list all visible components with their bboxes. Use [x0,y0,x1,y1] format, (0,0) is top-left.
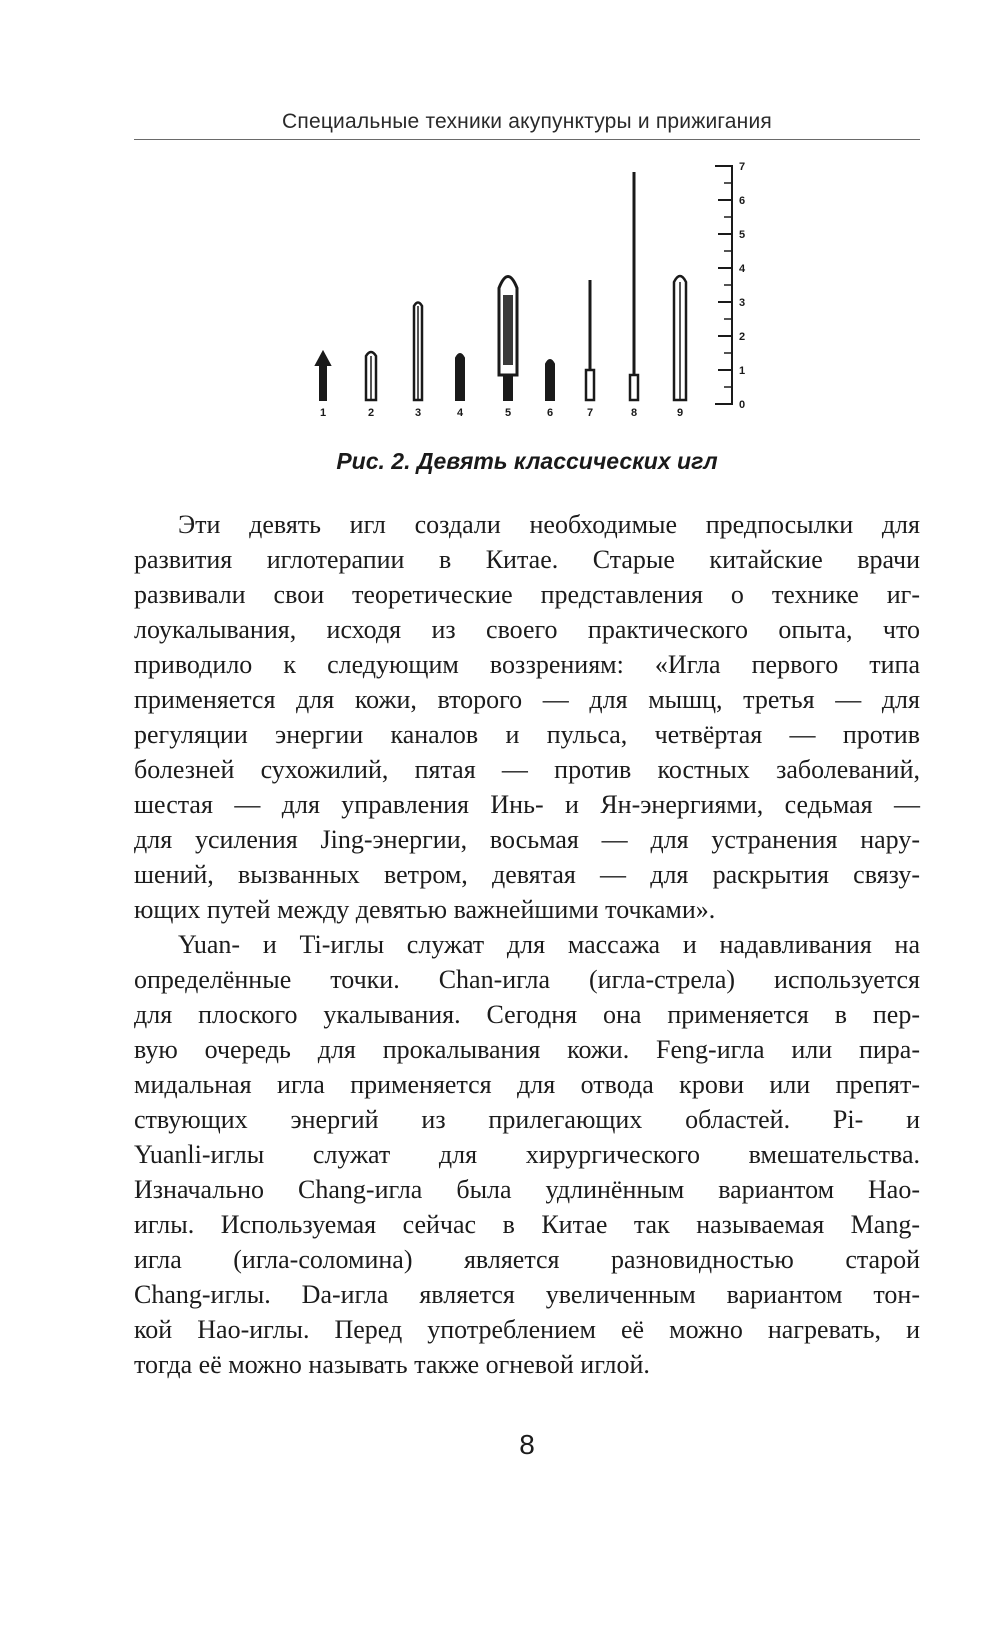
text-line: вую очередь для прокалывания кожи. Feng-игла или пира- [134,1035,920,1064]
text-line: Yuanli-иглы служат для хирургического вмешательства. [134,1140,920,1169]
text-line: Эти девять игл создали необходимые предпосылки для [178,510,920,539]
text-line: ствующих энергий из прилегающих областей. Pi- и [134,1105,920,1134]
needle-label-5: 5 [504,407,512,419]
text-line: ющих путей между девятью важнейшими точками». [134,895,716,924]
needle-label-7: 7 [586,407,594,419]
needle-label-8: 8 [630,407,638,419]
needle-label-2: 2 [367,407,375,419]
text-line: регуляции энергии каналов и пульса, четвёртая — против [134,720,920,749]
scale-label-0: 0 [738,399,746,411]
scale-label-2: 2 [738,331,746,343]
nine-needles-figure [300,160,770,440]
scale-label-3: 3 [738,297,746,309]
text-line: игла (игла-соломина) является разновидностью старой [134,1245,920,1274]
text-line: приводило к следующим воззрениям: «Игла первого типа [134,650,920,679]
needle-7 [586,280,594,400]
needle-6 [546,360,554,400]
needle-9 [674,276,686,400]
needle-2 [366,352,376,400]
needle-3 [414,303,422,401]
scale-ruler [715,166,732,404]
scale-label-6: 6 [738,195,746,207]
needle-8 [630,172,638,400]
paragraph-1 [134,507,920,927]
text-line: мидальная игла применяется для отвода крови или препят- [134,1070,920,1099]
needle-label-4: 4 [456,407,464,419]
text-line: развивали свои теоретические представления о технике иг- [134,580,920,609]
text-line: для усиления Jing-энергии, восьмая — для устранения нару- [134,825,920,854]
text-line: болезней сухожилий, пятая — против костных заболеваний, [134,755,920,784]
scale-label-5: 5 [738,229,746,241]
needle-label-9: 9 [676,407,684,419]
text-line: лоукалывания, исходя из своего практического опыта, что [134,615,920,644]
needle-4 [456,354,464,400]
scale-label-1: 1 [738,365,746,377]
needle-label-6: 6 [546,407,554,419]
figure-caption: Рис. 2. Девять классических игл [336,448,718,474]
text-line: определённые точки. Chan-игла (игла-стрела) используется [134,965,920,994]
needle-5 [499,277,517,401]
text-line: для плоского укалывания. Сегодня она применяется в пер- [134,1000,920,1029]
body-text [134,507,920,1382]
needle-1 [316,352,330,400]
needle-label-3: 3 [414,407,422,419]
text-line: развития иглотерапии в Китае. Старые китайские врачи [134,545,920,574]
text-line: тогда её можно называть также огневой иглой. [134,1350,650,1379]
scale-label-7: 7 [738,161,746,173]
needle-label-1: 1 [319,407,327,419]
text-line: кой Hao-иглы. Перед употреблением её можно нагревать, и [134,1315,920,1344]
text-line: шестая — для управления Инь- и Ян-энергиями, седьмая — [134,790,920,819]
header-rule [134,139,920,140]
text-line: шений, вызванных ветром, девятая — для раскрытия связу- [134,860,920,889]
text-line: применяется для кожи, второго — для мышц, третья — для [134,685,920,714]
scale-label-4: 4 [738,263,746,275]
text-line: иглы. Используемая сейчас в Китае так называемая Mang- [134,1210,920,1239]
page-number: 8 [519,1429,535,1460]
text-line: Yuan- и Ti-иглы служат для массажа и надавливания на [178,930,920,959]
paragraph-2 [134,927,920,1382]
text-line: Изначально Chang-игла была удлинённым вариантом Hao- [134,1175,920,1204]
text-line: Chang-иглы. Da-игла является увеличенным вариантом тон- [134,1280,920,1309]
running-head: Специальные техники акупунктуры и прижигания [282,110,772,133]
